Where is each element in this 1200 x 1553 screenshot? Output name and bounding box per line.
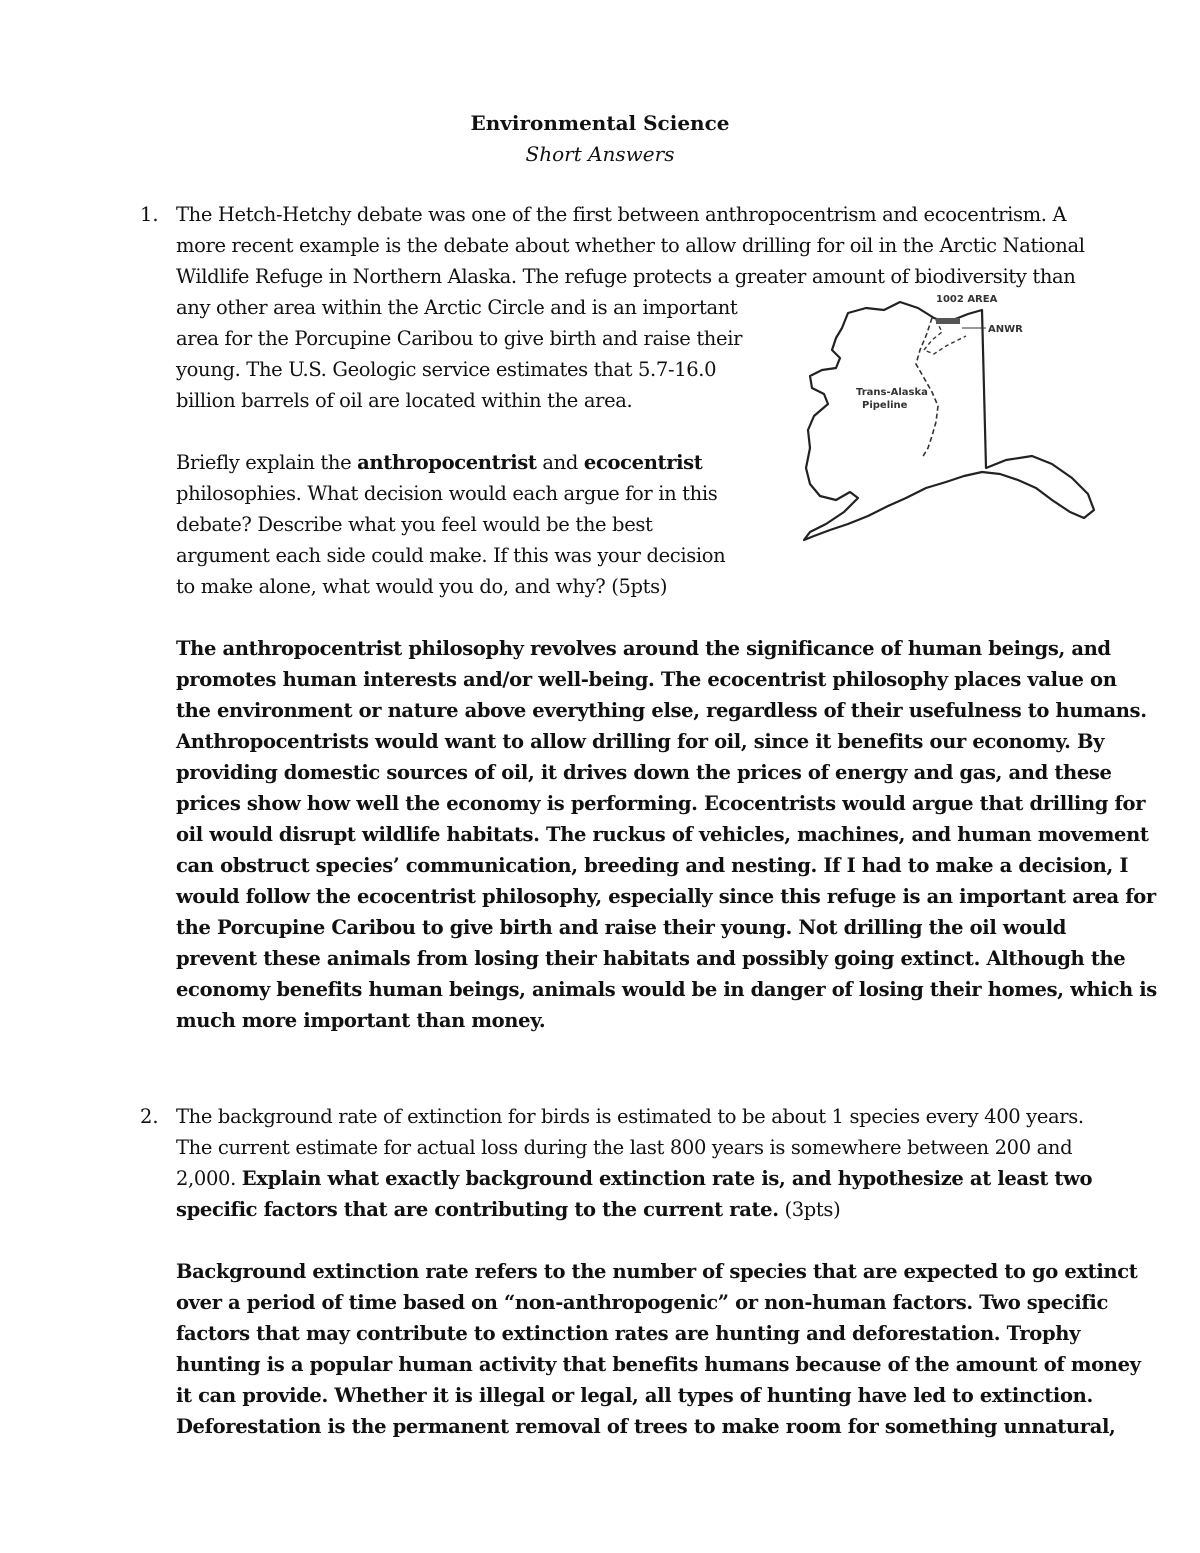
answer-1-line: The anthropocentrist philosophy revolves around the significance of human beings, and	[176, 637, 1111, 660]
answer-2-line: it can provide. Whether it is illegal or legal, all types of hunting have led to extinction.	[176, 1384, 1093, 1407]
answer-1-line: would follow the ecocentrist philosophy, especially since this refuge is an important area for	[176, 885, 1156, 908]
question-1-prompt-line: debate? Describe what you feel would be the best	[176, 513, 653, 536]
question-1-line: any other area within the Arctic Circle and is an important	[176, 296, 738, 319]
prompt-term-ecocentrist: ecocentrist	[583, 451, 703, 474]
alaska-outline	[804, 302, 1094, 540]
question-1-prompt-line: philosophies. What decision would each argue for in this	[176, 482, 718, 505]
answer-2-line: Deforestation is the permanent removal of trees to make room for something unnatural,	[176, 1415, 1116, 1438]
answer-1	[176, 633, 1157, 1036]
answer-1-line: prevent these animals from losing their habitats and possibly going extinct. Although the	[176, 947, 1126, 970]
question-2-text-bold: specific factors that are contributing to the current rate.	[176, 1198, 779, 1221]
answer-1-line: providing domestic sources of oil, it drives down the prices of energy and gas, and these	[176, 761, 1112, 784]
question-2-text	[176, 1101, 1092, 1225]
answer-1-line: the environment or nature above everything else, regardless of their usefulness to humans.	[176, 699, 1147, 722]
document-title: Environmental Science	[470, 111, 730, 135]
question-1-line: area for the Porcupine Caribou to give birth and raise their	[176, 327, 743, 350]
question-1-line: more recent example is the debate about whether to allow drilling for oil in the Arctic National	[176, 234, 1085, 257]
answer-2	[176, 1256, 1141, 1442]
question-2-line: The current estimate for actual loss during the last 800 years is somewhere between 200 and	[176, 1136, 1073, 1159]
label-pipeline-2: Pipeline	[862, 400, 908, 411]
answer-2-line: Background extinction rate refers to the number of species that are expected to go extinct	[176, 1260, 1138, 1283]
question-2-text-plain: 2,000.	[176, 1167, 242, 1190]
alaska-map	[796, 288, 1098, 548]
prompt-text: and	[536, 451, 584, 474]
alaska-map-svg	[796, 288, 1098, 548]
answer-1-line: much more important than money.	[176, 1009, 546, 1032]
question-2-number: 2.	[140, 1105, 159, 1128]
answer-2-line: factors that may contribute to extinction rates are hunting and deforestation. Trophy	[176, 1322, 1081, 1345]
question-1-prompt-line	[176, 447, 725, 478]
question-2-line	[176, 1194, 1092, 1225]
label-pipeline-1: Trans-Alaska	[856, 387, 928, 398]
label-anwr: ANWR	[988, 324, 1023, 335]
answer-1-line: the Porcupine Caribou to give birth and raise their young. Not drilling the oil would	[176, 916, 1067, 939]
answer-1-line: oil would disrupt wildlife habitats. The ruckus of vehicles, machines, and human movement	[176, 823, 1149, 846]
question-1-prompt-line: argument each side could make. If this was your decision	[176, 544, 726, 567]
answer-1-line: can obstruct species’ communication, breeding and nesting. If I had to make a decision, I	[176, 854, 1129, 877]
answer-1-line: economy benefits human beings, animals would be in danger of losing their homes, which is	[176, 978, 1157, 1001]
document-subtitle: Short Answers	[525, 142, 675, 166]
answer-1-line: promotes human interests and/or well-being. The ecocentrist philosophy places value on	[176, 668, 1117, 691]
prompt-term-anthropocentrist: anthropocentrist	[357, 451, 537, 474]
question-1-number: 1.	[140, 203, 159, 226]
question-2-line	[176, 1163, 1092, 1194]
question-2-points: (3pts)	[778, 1198, 841, 1221]
answer-1-line: Anthropocentrists would want to allow drilling for oil, since it benefits our economy. By	[176, 730, 1105, 753]
answer-2-line: over a period of time based on “non-anthropogenic” or non-human factors. Two specific	[176, 1291, 1108, 1314]
label-1002-area: 1002 AREA	[936, 294, 998, 305]
area-1002	[936, 318, 960, 324]
question-1-line: The Hetch-Hetchy debate was one of the first between anthropocentrism and ecocentrism. A	[176, 203, 1067, 226]
question-2-text-bold: Explain what exactly background extinction rate is, and hypothesize at least two	[241, 1167, 1093, 1190]
answer-2-line: hunting is a popular human activity that benefits humans because of the amount of money	[176, 1353, 1141, 1376]
question-1-prompt-line: to make alone, what would you do, and why? (5pts)	[176, 575, 668, 598]
question-1-line: billion barrels of oil are located within the area.	[176, 389, 633, 412]
question-1-line: young. The U.S. Geologic service estimates that 5.7-16.0	[176, 358, 717, 381]
refuge-boundary	[924, 320, 966, 354]
question-2-line: The background rate of extinction for birds is estimated to be about 1 species every 400 years.	[176, 1105, 1084, 1128]
question-1-line: Wildlife Refuge in Northern Alaska. The refuge protects a greater amount of biodiversity than	[176, 265, 1076, 288]
answer-1-line: prices show how well the economy is performing. Ecocentrists would argue that drilling for	[176, 792, 1146, 815]
question-1-prompt	[176, 447, 725, 602]
prompt-text: Briefly explain the	[176, 451, 358, 474]
